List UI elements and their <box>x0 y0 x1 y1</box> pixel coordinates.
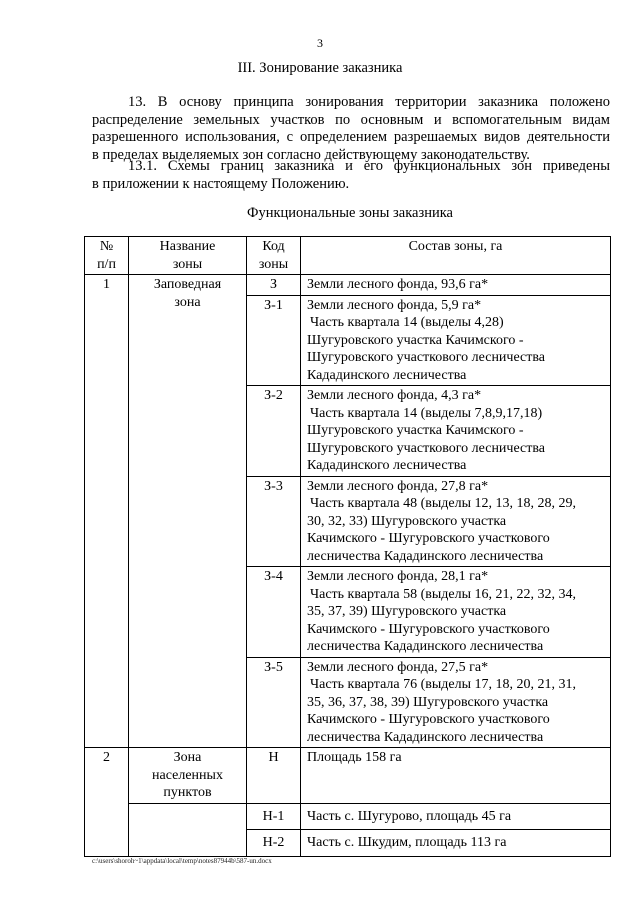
composition-line: Земли лесного фонда, 27,8 га* <box>307 478 489 494</box>
zone-code: З-1 <box>247 295 301 386</box>
header-num <box>85 237 129 275</box>
paragraph-line: разрешенного использования, с определением разрешаемых видов деятельности <box>92 129 610 145</box>
zone-name-line: зона <box>174 294 201 310</box>
composition-line: Земли лесного фонда, 27,5 га* <box>307 659 489 675</box>
header-text: зоны <box>258 256 289 272</box>
zone-code: Н-2 <box>247 830 301 857</box>
paragraph-13-1 <box>92 158 610 193</box>
header-text: п/п <box>97 256 116 272</box>
zone-composition <box>301 657 611 748</box>
zone-name-line: населенных <box>152 767 223 783</box>
zone-composition <box>301 803 611 830</box>
composition-line: лесничества Кададинского лесничества <box>307 639 544 654</box>
zone-composition <box>301 476 611 567</box>
zone-name-line: Заповедная <box>153 277 222 292</box>
zone-composition <box>301 748 611 804</box>
table-title: Функциональные зоны заказника <box>247 205 453 221</box>
composition-line: Площадь 158 га <box>307 750 402 765</box>
zone-code: Н-1 <box>247 803 301 830</box>
header-text: зоны <box>172 256 203 272</box>
zone-composition <box>301 275 611 296</box>
composition-line: Шугуровского участкового лесничества <box>307 350 545 365</box>
composition-line: Часть с. Шугурово, площадь 45 га <box>307 808 512 824</box>
table-row <box>85 275 611 296</box>
zone-name-line: Зона <box>173 750 202 765</box>
paragraph-13 <box>92 94 610 164</box>
composition-line: 35, 37, 39) Шугуровского участка <box>307 604 507 619</box>
header-composition <box>301 237 611 275</box>
header-text: № <box>99 239 114 254</box>
zone-code: З-2 <box>247 386 301 477</box>
composition-line: Качимского - Шугуровского участкового <box>307 531 550 546</box>
zone-code: З-4 <box>247 567 301 658</box>
zone-composition <box>301 567 611 658</box>
table-row <box>85 803 611 830</box>
composition-line: Часть квартала 14 (выделы 7,8,9,17,18) <box>310 405 543 421</box>
header-name <box>129 237 247 275</box>
zone-name-empty <box>129 803 247 856</box>
footer-file-path: c:\users\shoroh~1\appdata\local\temp\notes87944b\587-un.docx <box>92 857 272 865</box>
paragraph-line: 13. В основу принципа зонирования территории заказника положено <box>128 94 610 110</box>
zone-code: З-5 <box>247 657 301 748</box>
zone-name <box>129 748 247 804</box>
composition-line: Земли лесного фонда, 93,6 га* <box>307 277 489 292</box>
composition-line: лесничества Кададинского лесничества <box>307 548 544 564</box>
composition-line: Кададинского лесничества <box>307 458 467 473</box>
composition-line: Земли лесного фонда, 5,9 га* <box>307 297 482 313</box>
paragraph-line: распределение земельных участков по основным и вспомогательным видам <box>92 111 610 128</box>
zone-name <box>129 275 247 748</box>
zone-composition <box>301 830 611 857</box>
composition-line: Часть квартала 76 (выделы 17, 18, 20, 21, 31, <box>310 677 577 692</box>
zone-number: 1 <box>85 275 129 748</box>
zone-composition <box>301 295 611 386</box>
zone-number: 2 <box>85 748 129 857</box>
composition-line: Часть квартала 58 (выделы 16, 21, 22, 32, 34, <box>310 586 577 602</box>
table-header-row <box>85 237 611 275</box>
header-code <box>247 237 301 275</box>
zone-name-line: пунктов <box>163 785 212 800</box>
composition-line: Шугуровского участка Качимского - <box>307 332 524 348</box>
zones-table <box>84 236 611 857</box>
composition-line: Шугуровского участкового лесничества <box>307 440 545 456</box>
zone-code: З <box>247 275 301 296</box>
composition-line: Часть с. Шкудим, площадь 113 га <box>307 835 507 850</box>
composition-line: Кададинского лесничества <box>307 367 467 383</box>
composition-line: 30, 32, 33) Шугуровского участка <box>307 513 507 529</box>
composition-line: Часть квартала 48 (выделы 12, 13, 18, 28, 29, <box>310 496 577 511</box>
header-text: Название <box>159 239 216 254</box>
header-text: Код <box>262 239 285 254</box>
zone-code: З-3 <box>247 476 301 567</box>
paragraph-line: в пределах выделяемых зон согласно действующему законодательству. <box>92 146 530 163</box>
composition-line: Шугуровского участка Качимского - <box>307 423 524 438</box>
header-text: Состав зоны, га <box>408 239 503 254</box>
composition-line: 35, 36, 37, 38, 39) Шугуровского участка <box>307 694 549 710</box>
zone-code: Н <box>247 748 301 804</box>
composition-line: Качимского - Шугуровского участкового <box>307 621 550 637</box>
composition-line: Земли лесного фонда, 4,3 га* <box>307 388 482 403</box>
table-row <box>85 748 611 804</box>
zone-composition <box>301 386 611 477</box>
composition-line: Качимского - Шугуровского участкового <box>307 712 550 727</box>
composition-line: лесничества Кададинского лесничества <box>307 729 544 745</box>
page-number: 3 <box>317 36 323 50</box>
composition-line: Часть квартала 14 (выделы 4,28) <box>310 315 504 330</box>
paragraph-line: 13.1. Схемы границ заказника и его функциональных зон приведены <box>128 158 610 174</box>
composition-line: Земли лесного фонда, 28,1 га* <box>307 569 489 584</box>
section-title: III. Зонирование заказника <box>237 60 403 76</box>
paragraph-line: в приложении к настоящему Положению. <box>92 175 350 192</box>
